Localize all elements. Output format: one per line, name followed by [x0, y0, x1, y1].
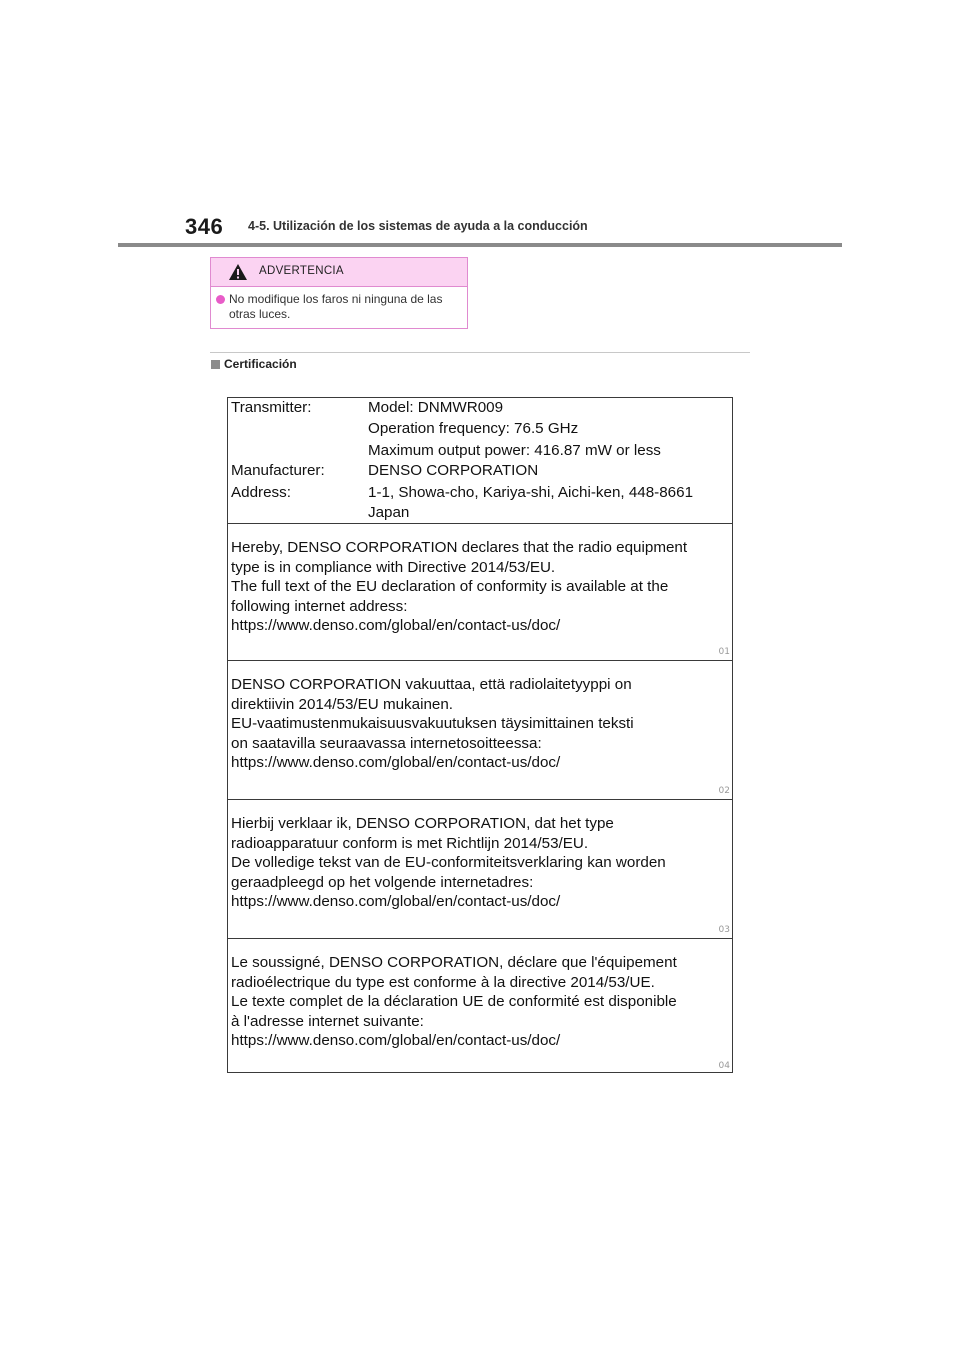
declaration-line: radioapparatuur conform is met Richtlijn 2014/53/EU.: [231, 834, 589, 852]
declaration-line: following internet address:: [231, 597, 408, 615]
section-divider: [210, 352, 750, 353]
declaration-text: [231, 675, 726, 773]
warning-triangle-icon: [228, 263, 248, 281]
declaration-line: De volledige tekst van de EU-conformiteitsverklaring kan worden: [231, 854, 666, 871]
cell-number: 02: [718, 786, 730, 796]
warning-box: [210, 257, 468, 329]
declaration-cell-french: [228, 939, 732, 1074]
section-title: 4-5. Utilización de los sistemas de ayuda a la conducción: [248, 219, 588, 233]
declaration-cell-dutch: [228, 800, 732, 939]
declaration-url: https://www.denso.com/global/en/contact-us/doc/: [231, 1032, 561, 1049]
warning-text-line: otras luces.: [229, 307, 291, 321]
declaration-line: Le texte complet de la déclaration UE de conformité est disponible: [231, 993, 677, 1010]
declaration-text: [231, 953, 726, 1051]
manufacturer-value: DENSO CORPORATION: [368, 462, 539, 479]
header-divider: [118, 243, 842, 247]
declaration-url: https://www.denso.com/global/en/contact-us/doc/: [231, 893, 561, 910]
warning-body: [211, 287, 467, 322]
declaration-line: EU-vaatimustenmukaisuusvakuutuksen täysimittainen teksti: [231, 715, 634, 732]
heading-square-icon: [211, 360, 220, 369]
page-number: 346: [185, 214, 224, 239]
address-line-2: Japan: [368, 504, 410, 521]
declaration-line: The full text of the EU declaration of conformity is available at the: [231, 578, 669, 595]
declaration-line: geraadpleegd op het volgende internetadres:: [231, 873, 534, 891]
warning-bullet-icon: [216, 295, 225, 304]
declaration-line: Hereby, DENSO CORPORATION declares that the radio equipment: [231, 539, 688, 556]
declaration-line: Le soussigné, DENSO CORPORATION, déclare que l'équipement: [231, 954, 677, 971]
declaration-url: https://www.denso.com/global/en/contact-us/doc/: [231, 754, 561, 771]
declaration-url: https://www.denso.com/global/en/contact-us/doc/: [231, 617, 561, 634]
manufacturer-label: Manufacturer:: [231, 462, 325, 479]
transmitter-label: Transmitter:: [231, 399, 312, 416]
cell-number: 04: [718, 1061, 730, 1071]
declaration-line: type is in compliance with Directive 2014/53/EU.: [231, 558, 556, 576]
model-value: Model: DNMWR009: [368, 399, 504, 416]
declaration-line: radioélectrique du type est conforme à la directive 2014/53/UE.: [231, 973, 655, 991]
frequency-value: Operation frequency: 76.5 GHz: [368, 420, 579, 437]
declaration-line: Hierbij verklaar ik, DENSO CORPORATION, dat het type: [231, 815, 614, 832]
declaration-line: on saatavilla seuraavassa internetosoitteessa:: [231, 734, 542, 752]
declaration-cell-english: [228, 524, 732, 661]
spec-cell: [228, 398, 732, 524]
declaration-line: direktiivin 2014/53/EU mukainen.: [231, 695, 454, 713]
cell-number: 01: [718, 647, 730, 657]
certification-label: [227, 397, 733, 1073]
address-line-1: 1-1, Showa-cho, Kariya-shi, Aichi-ken, 448-8661: [368, 484, 694, 501]
address-label: Address:: [231, 484, 291, 501]
warning-text-line: No modifique los faros ni ninguna de las: [229, 292, 443, 306]
declaration-text: [231, 538, 726, 636]
declaration-line: à l'adresse internet suivante:: [231, 1012, 424, 1030]
declaration-cell-finnish: [228, 661, 732, 800]
cell-number: 03: [718, 925, 730, 935]
declaration-line: DENSO CORPORATION vakuuttaa, että radiolaitetyyppi on: [231, 676, 632, 693]
declaration-text: [231, 814, 726, 912]
warning-title: ADVERTENCIA: [259, 265, 344, 277]
certification-heading: Certificación: [224, 357, 297, 371]
warning-header: [211, 258, 467, 287]
power-value: Maximum output power: 416.87 mW or less: [368, 442, 661, 459]
